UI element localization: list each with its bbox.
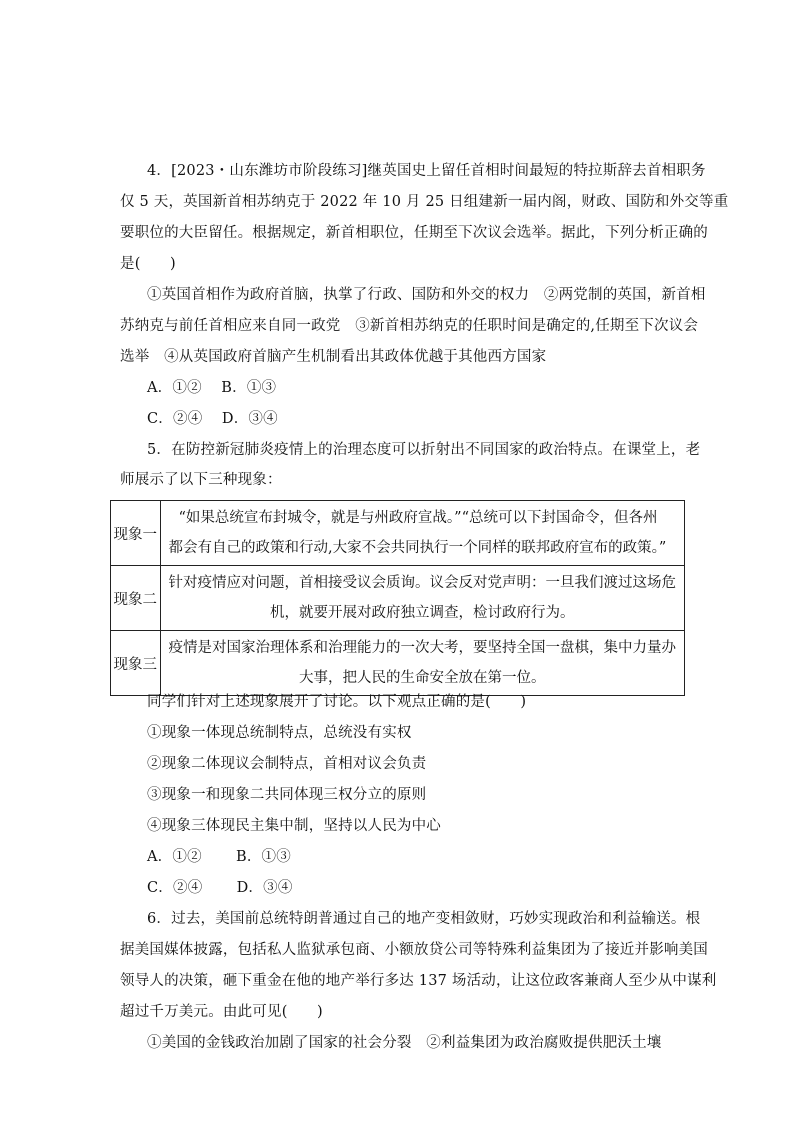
q5-choices-ab: A．①② B．①③ (147, 849, 291, 865)
table-row-text-2: 机，就要开展对政府独立调查，检讨政府行为。 (270, 605, 575, 621)
q4-line-3: 要职位的大臣留任。根据规定，新首相职位，任期至下次议会选举。据此，下列分析正确的 (120, 225, 708, 241)
q5-choices-cd: C．②④ D．③④ (147, 880, 293, 896)
table-row-text-2: 大事，把人民的生命安全放在第一位。 (299, 670, 546, 686)
table-row-label: 现象三 (111, 631, 161, 696)
q4-line-1: 4．[2023・山东潍坊市阶段练习]继英国史上留任首相时间最短的特拉斯辞去首相职务 (147, 163, 706, 179)
table-row-text-1: “如果总统宣布封城令，就是与州政府宣战。”“总统可以下封国命令，但各州 (178, 510, 658, 526)
table-row-content (160, 501, 685, 566)
q4-option-line-1: ①英国首相作为政府首脑，执掌了行政、国防和外交的权力 ②两党制的英国，新首相 (147, 287, 706, 303)
q4-choices-cd: C．②④ D．③④ (147, 411, 278, 427)
table-row (111, 566, 685, 631)
table-row (111, 501, 685, 566)
q6-line-2: 据美国媒体披露，包括私人监狱承包商、小额放贷公司等特殊利益集团为了接近并影响美国 (120, 942, 708, 958)
table-row-label: 现象二 (111, 566, 161, 631)
q5-prompt: 同学们针对上述现象展开了讨论。以下观点正确的是( ) (147, 694, 527, 710)
q5-line-2: 师展示了以下三种现象： (120, 472, 282, 488)
q5-line-1: 5．在防控新冠肺炎疫情上的治理态度可以折射出不同国家的政治特点。在课堂上，老 (147, 442, 701, 458)
table-row-label: 现象一 (111, 501, 161, 566)
table-row-text-2: 都会有自己的政策和行动,大家不会共同执行一个同样的联邦政府宣布的政策。” (168, 540, 667, 556)
q5-option-2: ②现象二体现议会制特点，首相对议会负责 (147, 756, 427, 772)
table-row-text-1: 针对疫情应对问题，首相接受议会质询。议会反对党声明：一旦我们渡过这场危 (168, 575, 676, 591)
table-row (111, 631, 685, 696)
q6-option-line-1: ①美国的金钱政治加剧了国家的社会分裂 ②利益集团为政治腐败提供肥沃土壤 (147, 1035, 662, 1051)
q6-line-1: 6．过去，美国前总统特朗普通过自己的地产变相敛财，巧妙实现政治和利益输送。根 (147, 911, 701, 927)
phenomena-table (110, 500, 685, 696)
q4-choices-ab: A．①② B．①③ (147, 380, 277, 396)
q6-line-3: 领导人的决策，砸下重金在他的地产举行多达 137 场活动，让这位政客兼商人至少从中谋利 (120, 973, 717, 989)
table-row-text-1: 疫情是对国家治理体系和治理能力的一次大考，要坚持全国一盘棋，集中力量办 (168, 640, 676, 656)
q6-line-4: 超过千万美元。由此可见( ) (120, 1004, 323, 1020)
q4-line-4: 是( ) (120, 256, 176, 272)
q5-option-4: ④现象三体现民主集中制，坚持以人民为中心 (147, 818, 441, 834)
q5-option-1: ①现象一体现总统制特点，总统没有实权 (147, 725, 412, 741)
q4-line-2: 仅 5 天，英国新首相苏纳克于 2022 年 10 月 25 日组建新一届内阁，财政、国防和外交等重 (120, 194, 729, 210)
q4-option-line-2: 苏纳克与前任首相应来自同一政党 ③新首相苏纳克的任职时间是确定的,任期至下次议会 (120, 318, 699, 334)
table-row-content (160, 631, 685, 696)
table-row-content (160, 566, 685, 631)
q5-option-3: ③现象一和现象二共同体现三权分立的原则 (147, 787, 427, 803)
q4-option-line-3: 选举 ④从英国政府首脑产生机制看出其政体优越于其他西方国家 (120, 349, 547, 365)
